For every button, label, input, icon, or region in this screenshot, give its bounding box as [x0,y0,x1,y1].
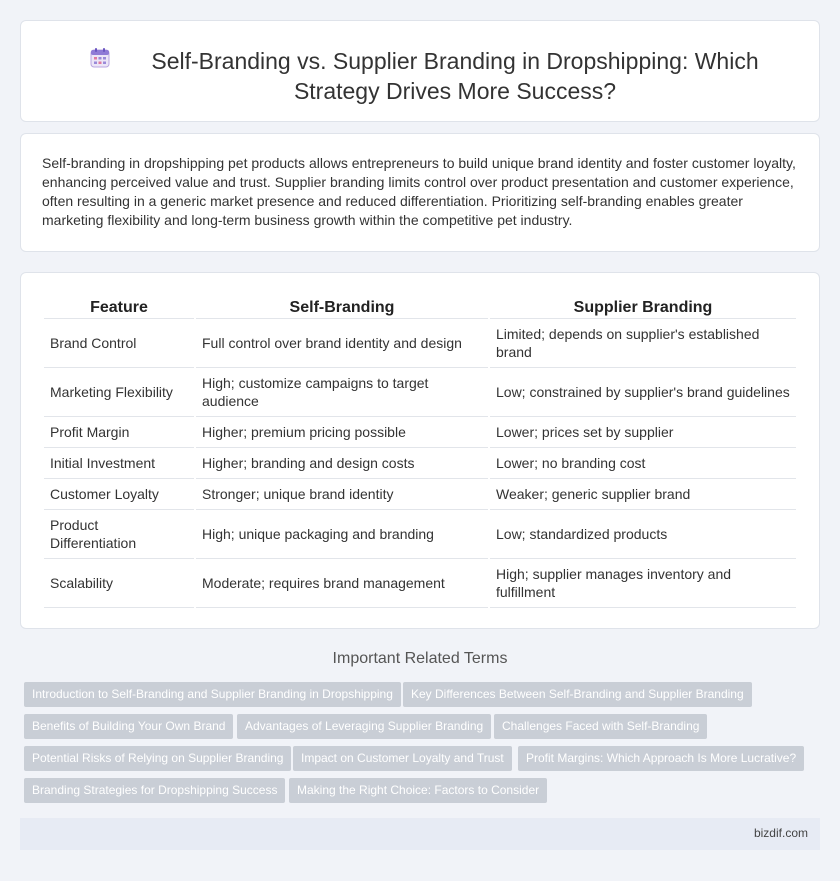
supplier-branding-cell: Limited; depends on supplier's established brand [490,319,796,368]
related-term-tag[interactable]: Key Differences Between Self-Branding and Supplier Branding [403,682,752,707]
table-row [44,559,796,608]
supplier-branding-cell: Low; standardized products [490,510,796,559]
supplier-branding-cell: Lower; no branding cost [490,448,796,479]
title-card [20,20,820,122]
feature-cell: Product Differentiation [44,510,194,559]
related-term-tag[interactable]: Potential Risks of Relying on Supplier Branding [24,746,291,771]
feature-cell: Profit Margin [44,417,194,448]
related-term-tag[interactable]: Profit Margins: Which Approach Is More Lucrative? [518,746,804,771]
supplier-branding-cell: Lower; prices set by supplier [490,417,796,448]
self-branding-cell: Higher; premium pricing possible [196,417,488,448]
header-self-branding: Self-Branding [196,297,488,319]
self-branding-cell: High; unique packaging and branding [196,510,488,559]
related-term-tag[interactable]: Introduction to Self-Branding and Supplier Branding in Dropshipping [24,682,401,707]
self-branding-cell: Full control over brand identity and design [196,319,488,368]
table-row [44,417,796,448]
feature-cell: Brand Control [44,319,194,368]
related-term-tag[interactable]: Benefits of Building Your Own Brand [24,714,233,739]
related-term-tag[interactable]: Advantages of Leveraging Supplier Branding [237,714,491,739]
self-branding-cell: Higher; branding and design costs [196,448,488,479]
feature-cell: Initial Investment [44,448,194,479]
related-term-tag[interactable]: Impact on Customer Loyalty and Trust [293,746,512,771]
table-row [44,368,796,417]
page-title: Self-Branding vs. Supplier Branding in Dropshipping: Which Strategy Drives More Success? [151,48,759,104]
related-term-tag[interactable]: Branding Strategies for Dropshipping Success [24,778,285,803]
self-branding-cell: High; customize campaigns to target audience [196,368,488,417]
related-term-tag[interactable]: Challenges Faced with Self-Branding [494,714,707,739]
feature-cell: Scalability [44,559,194,608]
related-term-tag[interactable]: Making the Right Choice: Factors to Consider [289,778,547,803]
intro-card [20,133,820,252]
header-feature: Feature [44,297,194,319]
table-header-row [44,297,796,319]
comparison-card [20,272,820,629]
footer [20,818,820,850]
supplier-branding-cell: Weaker; generic supplier brand [490,479,796,510]
footer-site-link[interactable]: bizdif.com [753,826,808,840]
calendar-icon [89,47,111,69]
table-row [44,510,796,559]
table-row [44,479,796,510]
self-branding-cell: Moderate; requires brand management [196,559,488,608]
supplier-branding-cell: High; supplier manages inventory and fulfillment [490,559,796,608]
table-row [44,319,796,368]
comparison-table [42,297,798,608]
supplier-branding-cell: Low; constrained by supplier's brand guidelines [490,368,796,417]
feature-cell: Marketing Flexibility [44,368,194,417]
related-terms-heading: Important Related Terms [332,650,508,667]
feature-cell: Customer Loyalty [44,479,194,510]
self-branding-cell: Stronger; unique brand identity [196,479,488,510]
table-row [44,448,796,479]
intro-paragraph: Self-branding in dropshipping pet products allows entrepreneurs to build unique brand identity and foster customer loyalty, enhancing perceived value and trust. Supplier branding limits control over product presentation and customer experience, often resulting in a generic market presence and reduced differentiation. Prioritizing self-branding enables greater marketing flexibility and long-term business growth within the competitive pet industry. [42,155,796,228]
header-supplier-branding: Supplier Branding [490,297,796,319]
